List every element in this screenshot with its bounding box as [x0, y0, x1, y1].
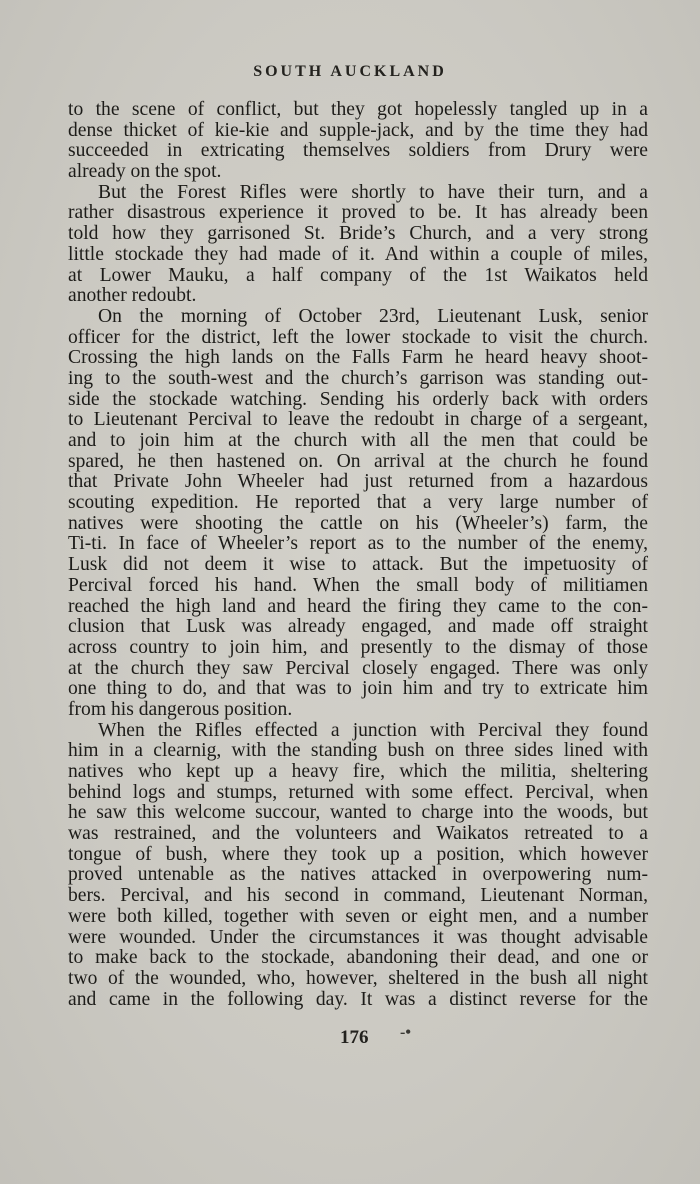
text-line: from his dangerous position.: [68, 698, 293, 720]
page-number: 176: [340, 1027, 369, 1048]
text-line: But the Forest Rifles were shortly to have their turn, and a: [98, 181, 648, 203]
text-line: side the stockade watching. Sending his orderly back with orders: [68, 388, 648, 410]
text-line: On the morning of October 23rd, Lieutenant Lusk, senior: [98, 305, 648, 327]
text-line: little stockade they had made of it. And within a couple of miles,: [68, 243, 648, 265]
text-line: were both killed, together with seven or eight men, and a number: [68, 905, 648, 927]
text-line: to Lieutenant Percival to leave the redoubt in charge of a sergeant,: [68, 409, 648, 431]
text-line: natives were shooting the cattle on his (Wheeler’s) farm, the: [68, 512, 648, 534]
text-line: another redoubt.: [68, 285, 197, 307]
text-line: scouting expedition. He reported that a very large number of: [68, 492, 648, 514]
text-line: Percival forced his hand. When the small body of militiamen: [68, 574, 648, 596]
text-line: to the scene of conflict, but they got hopelessly tangled up in a: [68, 99, 648, 120]
text-line: succeeded in extricating themselves soldiers from Drury were: [68, 140, 648, 162]
text-line: were wounded. Under the circumstances it was thought advisable: [68, 926, 648, 948]
text-line: rather disastrous experience it proved to be. It has already been: [68, 202, 648, 224]
paragraph: [68, 721, 648, 1011]
text-line: ing to the south-west and the church’s garrison was standing out-: [68, 367, 648, 389]
text-line: at the church they saw Percival closely engaged. There was only: [68, 657, 648, 679]
printer-mark: -•: [400, 1024, 411, 1041]
text-line: Crossing the high lands on the Falls Farm he heard heavy shoot-: [68, 347, 648, 369]
paragraph: [68, 183, 648, 307]
text-line: him in a clearnig, with the standing bush on three sides lined with: [68, 740, 648, 762]
running-head: SOUTH AUCKLAND: [253, 63, 447, 80]
text-line: officer for the district, left the lower stockade to visit the church.: [68, 326, 648, 348]
text-line: one thing to do, and that was to join him and try to extricate him: [68, 678, 648, 700]
text-line: was restrained, and the volunteers and Waikatos retreated to a: [68, 823, 648, 845]
paragraph: [68, 307, 648, 721]
text-line: Ti-ti. In face of Wheeler’s report as to the number of the enemy,: [68, 533, 648, 555]
text-line: told how they garrisoned St. Bride’s Church, and a very strong: [68, 223, 648, 245]
text-line: bers. Percival, and his second in command, Lieutenant Norman,: [68, 885, 648, 907]
text-line: spared, he then hastened on. On arrival at the church he found: [68, 450, 648, 472]
text-line: Lusk did not deem it wise to attack. But the impetuosity of: [68, 554, 648, 576]
text-line: two of the wounded, who, however, sheltered in the bush all night: [68, 967, 648, 989]
text-line: proved untenable as the natives attacked in overpowering num-: [68, 864, 648, 886]
paragraph: [68, 100, 648, 183]
text-line: and came in the following day. It was a distinct reverse for the: [68, 988, 648, 1010]
text-line: to make back to the stockade, abandoning their dead, and one or: [68, 947, 648, 969]
text-line: reached the high land and heard the firing they came to the con-: [68, 595, 648, 617]
text-line: across country to join him, and presently to the dismay of those: [68, 636, 648, 658]
text-line: clusion that Lusk was already engaged, and made off straight: [68, 616, 648, 638]
text-line: When the Rifles effected a junction with Percival they found: [98, 719, 648, 741]
text-line: behind logs and stumps, returned with some effect. Percival, when: [68, 781, 648, 803]
text-line: at Lower Mauku, a half company of the 1st Waikatos held: [68, 264, 648, 286]
text-line: he saw this welcome succour, wanted to charge into the woods, but: [68, 802, 648, 824]
body-text: [68, 100, 648, 1010]
text-line: tongue of bush, where they took up a position, which however: [68, 843, 648, 865]
text-line: that Private John Wheeler had just returned from a hazardous: [68, 471, 648, 493]
text-line: and to join him at the church with all the men that could be: [68, 430, 648, 451]
text-line: natives who kept up a heavy fire, which the militia, sheltering: [68, 761, 648, 782]
text-line: dense thicket of kie-kie and supple-jack, and by the time they had: [68, 119, 648, 141]
text-line: already on the spot.: [68, 161, 222, 183]
